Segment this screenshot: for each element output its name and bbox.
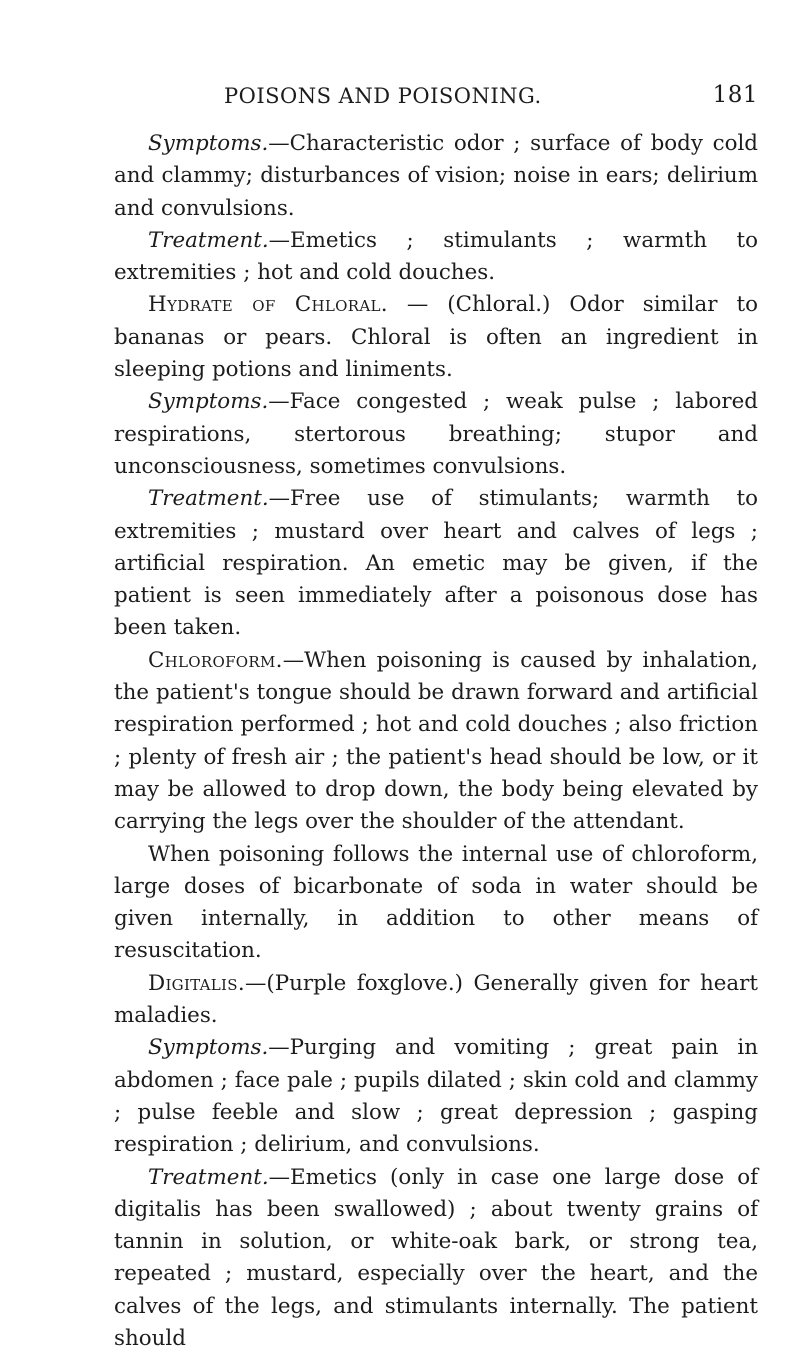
paragraph <box>114 1162 758 1355</box>
paragraph <box>114 1032 758 1161</box>
running-title: POISONS AND POISONING. <box>224 84 542 108</box>
paragraph-text: —Face congested ; weak pulse ; labored respirations, stertorous breathing; stupor and unconsciousness, sometimes convulsions. <box>114 389 758 479</box>
section-heading: Chloroform. <box>148 648 283 673</box>
section-heading: Hydrate of Chloral. <box>148 292 388 317</box>
paragraph-text: —(Purple foxglove.) Generally given for heart maladies. <box>114 971 758 1028</box>
paragraph-lead: Treatment. <box>148 1165 269 1190</box>
paragraph-text: —Emetics ; stimulants ; warmth to extremities ; hot and cold douches. <box>114 228 758 285</box>
paragraph <box>114 968 758 1033</box>
paragraph <box>114 839 758 968</box>
paragraph-text: —When poisoning is caused by inhalation, the patient's tongue should be drawn forward and artificial respiration performed ; hot and cold douches ; also friction ; plenty of fresh air ; the patient's head should be low, or it may be allowed to drop down, the body being elevated by carrying the legs over the shoulder of the attendant. <box>114 648 758 834</box>
paragraph-text: When poisoning follows the internal use of chloroform, large doses of bicarbonate of soda in water should be given internally, in addition to other means of resuscitation. <box>114 842 758 964</box>
paragraph <box>114 225 758 290</box>
page-body <box>114 128 758 1355</box>
section-heading: Digitalis. <box>148 971 245 996</box>
paragraph-lead: Symptoms. <box>148 131 268 156</box>
paragraph <box>114 483 758 644</box>
paragraph-text: —Characteristic odor ; surface of body cold and clammy; disturbances of vision; noise in ears; delirium and convulsions. <box>114 131 758 221</box>
paragraph-lead: Symptoms. <box>148 389 268 414</box>
running-head <box>114 84 758 114</box>
paragraph-lead: Symptoms. <box>148 1035 268 1060</box>
paragraph-lead: Treatment. <box>148 228 269 253</box>
paragraph <box>114 128 758 225</box>
paragraph-text: —Purging and vomiting ; great pain in abdomen ; face pale ; pupils dilated ; skin cold and clammy ; pulse feeble and slow ; great depression ; gasping respiration ; delirium, and convulsions. <box>114 1035 758 1157</box>
paragraph-text: —Free use of stimulants; warmth to extremities ; mustard over heart and calves of legs ; artificial respiration. An emetic may be given, if the patient is seen immediately after a poisonous dose has been taken. <box>114 486 758 640</box>
paragraph-lead: Treatment. <box>148 486 269 511</box>
paragraph <box>114 289 758 386</box>
page-number: 181 <box>713 82 758 108</box>
paragraph <box>114 645 758 839</box>
paragraph <box>114 386 758 483</box>
paragraph-text: — (Chloral.) Odor similar to bananas or pears. Chloral is often an ingredient in sleeping potions and liniments. <box>114 292 758 382</box>
paragraph-text: —Emetics (only in case one large dose of digitalis has been swallowed) ; about twenty grains of tannin in solution, or white-oak bark, or strong tea, repeated ; mustard, especially over the heart, and the calves of the legs, and stimulants internally. The patient should <box>114 1165 758 1351</box>
